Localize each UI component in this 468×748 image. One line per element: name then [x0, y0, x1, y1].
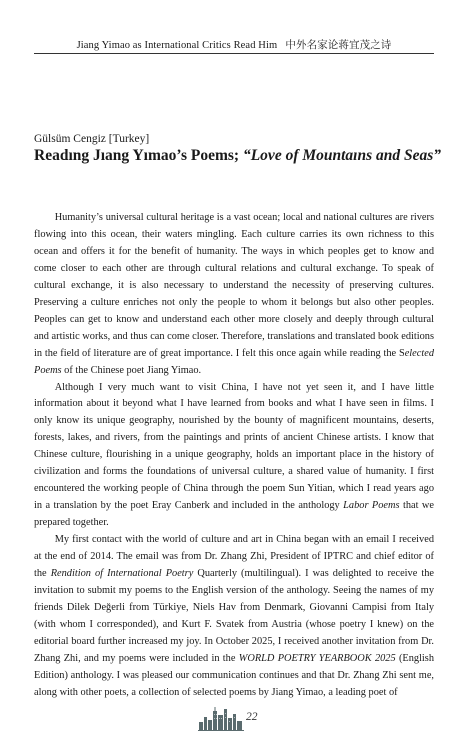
article-title-main: Readıng Jıang Yımao’s Poems;	[34, 147, 243, 164]
article-body	[34, 210, 434, 702]
anthology-title-yearbook: WORLD POETRY YEARBOOK 2025	[238, 652, 396, 664]
journal-title-rendition: Rendition of International Poetry	[50, 568, 194, 580]
paragraph-3-text-b: Quarterly (multilingual). I was delighted to receive the invitation to submit my poems to the English version of the anthology. Seeing the names of my friends Dilek Değerli from Türkiye, Niels Hav from Denmark, Giovanni Campisi from Italy (with whom I corresponded), and Kurt F. Svatek from Austria (whose poetry I knew) on the editorial board further increased my joy. In October 2025, I received another invitation from Dr. Zhang Zhi, and my poems were included in the	[34, 568, 435, 664]
page-number: 22	[246, 711, 258, 723]
page-footer	[0, 705, 468, 735]
article-title	[34, 147, 444, 165]
paragraph-3-text-c: (English Edition) anthology. I was pleased our communication continues and that Dr. Zhang Zhi sent me, along with other poets, a collection of selected poems by Jiang Yimao, a leading poet of	[34, 652, 435, 698]
city-skyline-icon	[198, 705, 244, 731]
paragraph-3-text-a: My first contact with the world of culture and art in China began with an email I received at the end of 2014. The email was from Dr. Zhang Zhi, President of IPTRC and chief editor of the	[34, 534, 434, 580]
running-header: Jiang Yimao as International Critics Read Him 中外名家论蒋宜茂之诗	[76, 40, 392, 51]
article-title-quote: “Love of Mountaıns and Seas”	[242, 147, 442, 164]
book-title-labor-poems: Labor Poems	[343, 500, 400, 512]
paragraph-2-end: that we prepared together.	[34, 500, 434, 529]
paragraph-2-text: Although I very much want to visit China, I have not yet seen it, and I have little information about it beyond what I have learned from books and what I have seen in films. I only know its unique geography, nourished by the bounty of magnificent mountains, deserts, forests, lakes, and rivers, from the paintings and prints of ancient Chinese artists. I know that Chinese culture, flourishing in a unique geography, holds an important place in the history of civilization and forms the foundations of universal culture, a shared value of humanity. I first encountered the working people of China through the poem Sun Yitian, which I read years ago in a translation by the poet Eray Canberk and included in the anthology	[34, 381, 434, 512]
header-divider	[34, 53, 434, 54]
paragraph-1-text: Humanity’s universal cultural heritage is a vast ocean; local and national cultures are rivers flowing into this ocean, their waters mingling. Each culture carries its own richness to this ocean and offers it for the benefit of humanity. The ways in which peoples get to know and come closer to each other are through cultural relations and cultural exchange. To speak of cultural exchange, it is also necessary to understand the necessity of preserving cultures. Preserving a culture enriches not only the people to whom it belongs but also other peoples. Peoples can get to know and understand each other more closely and deeply through cultural and artistic works, and thus can come closer. Therefore, translations and translated book editions in the field of literature are of great importance. I felt this once again while reading the S	[34, 212, 434, 359]
paragraph-2	[34, 380, 434, 533]
article-author: Gülsüm Cengiz [Turkey]	[34, 133, 150, 145]
paragraph-1-end: of the Chinese poet Jiang Yimao.	[61, 364, 202, 376]
book-title-selected-poems: elected Poems	[34, 347, 434, 376]
paragraph-1	[34, 210, 434, 380]
paragraph-3	[34, 532, 434, 702]
